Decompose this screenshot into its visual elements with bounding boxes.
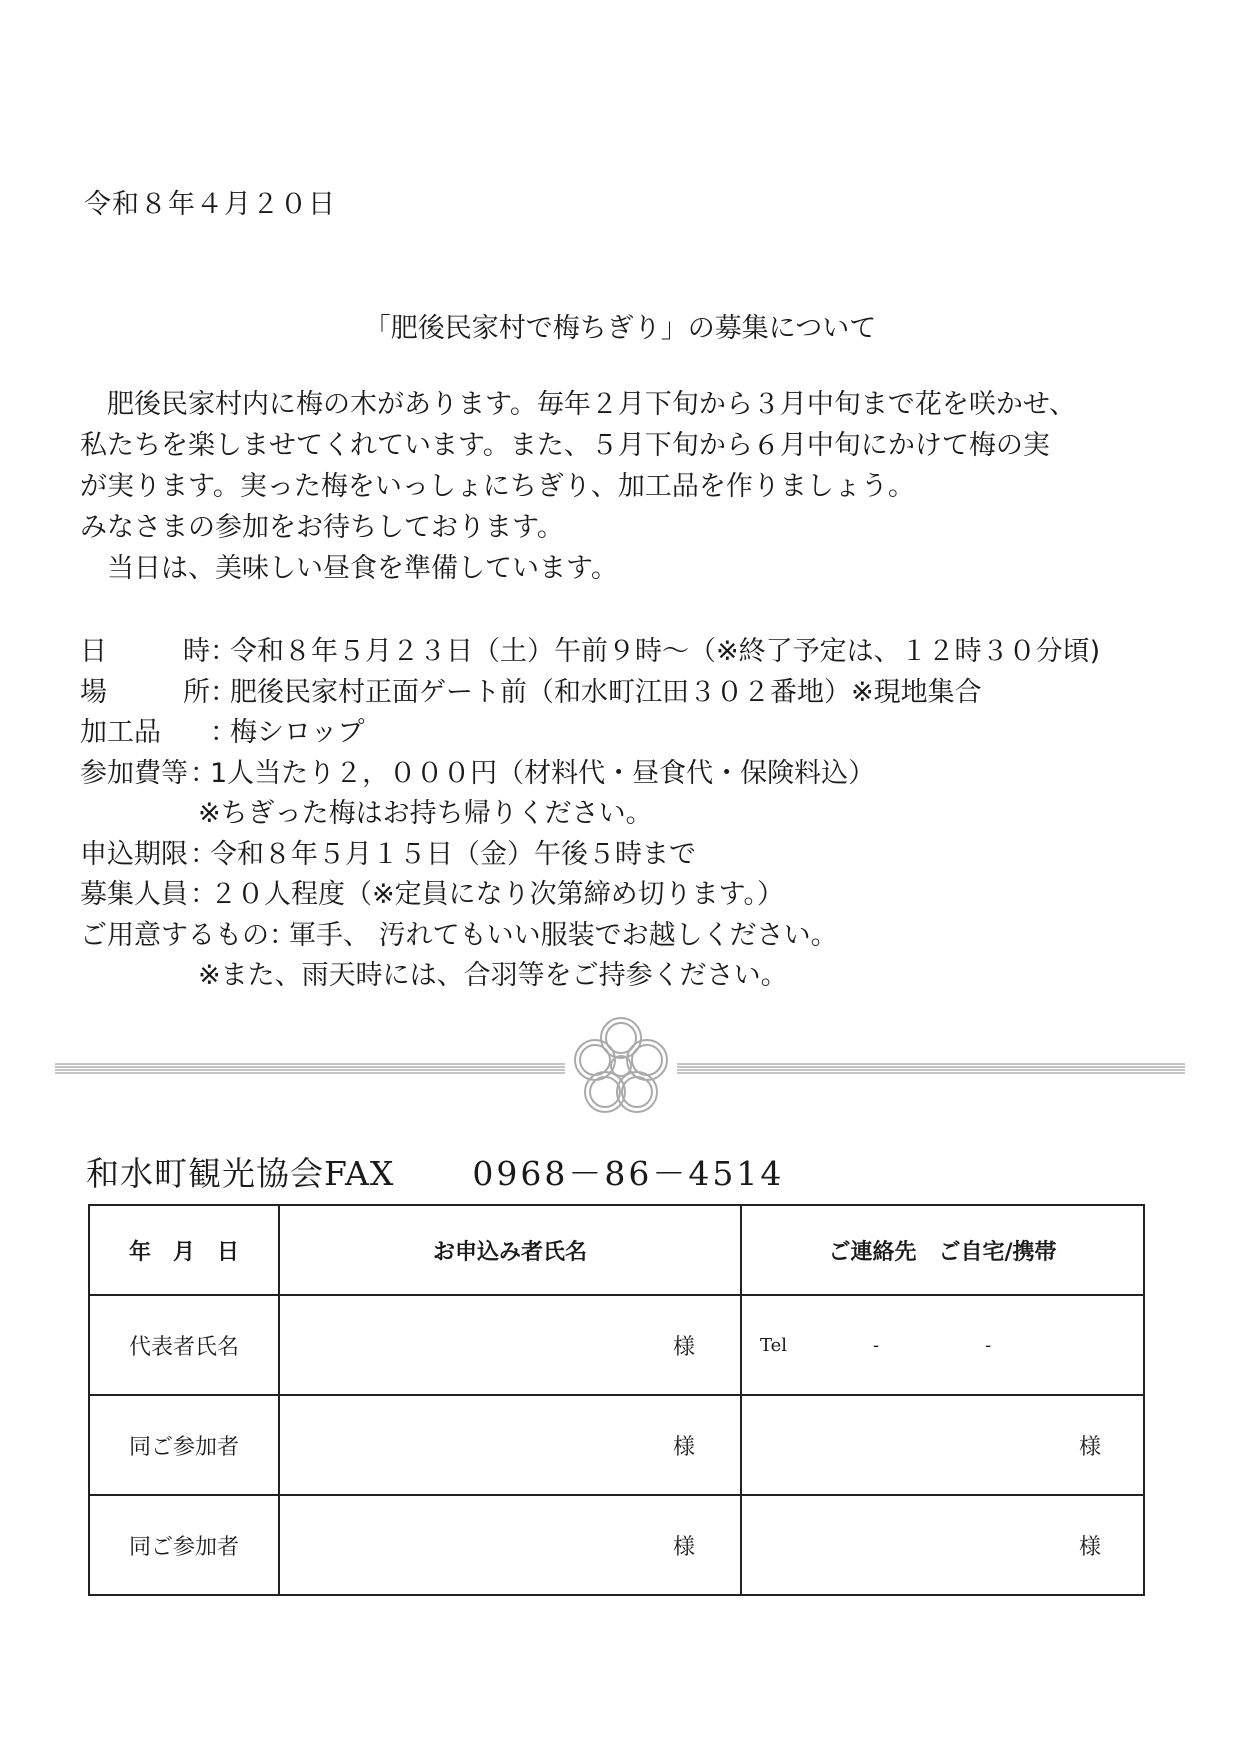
place-label: 場 所	[80, 676, 210, 708]
bring-note: ※また、雨天時には、合羽等をご持参ください。	[198, 960, 788, 991]
tel-label: Tel	[760, 1334, 788, 1356]
table-row	[89, 1395, 1144, 1495]
intro-line-4: みなさまの参加をお待ちしております。	[80, 512, 564, 543]
header-date: 年 月 日	[89, 1205, 279, 1295]
header-contact: ご連絡先 ご自宅/携帯	[741, 1205, 1144, 1295]
fax-line	[86, 1148, 784, 1195]
capacity-value: ２０人程度（※定員になり次第締め切ります。）	[210, 879, 784, 910]
product-value: 梅シロップ	[230, 717, 365, 748]
detail-capacity: 募集人員 ： ２０人程度（※定員になり次第締め切ります。）	[80, 875, 1100, 916]
document-date: 令和８年４月２０日	[84, 189, 336, 220]
fax-label: 和水町観光協会FAX	[86, 1154, 395, 1193]
table-row	[89, 1295, 1144, 1395]
contact-field[interactable]: 様	[741, 1495, 1144, 1595]
intro-line-2: 私たちを楽しませてくれています。また、５月下旬から６月中旬にかけて梅の実	[80, 430, 1050, 461]
fee-note: ※ちぎった梅はお持ち帰りください。	[198, 798, 653, 829]
intro-line-1: 肥後民家村内に梅の木があります。毎年２月下旬から３月中旬まで花を咲かせ、	[107, 389, 1077, 420]
intro-line-5: 当日は、美味しい昼食を準備しています。	[107, 553, 618, 584]
application-form	[88, 1204, 1145, 1596]
detail-place: 場 所 ： 肥後民家村正面ゲート前（和水町江田３０２番地）※現地集合	[80, 673, 1100, 714]
row-label: 代表者氏名	[89, 1295, 279, 1395]
detail-bring: ご用意するもの ： 軍手、 汚れてもいい服装でお越しください。	[80, 916, 1100, 957]
datetime-label: 日 時	[80, 636, 210, 667]
intro-line-3: が実ります。実った梅をいっしょにちぎり、加工品を作りましょう。	[80, 471, 915, 502]
name-field[interactable]: 様	[279, 1395, 741, 1495]
table-row	[89, 1495, 1144, 1595]
deadline-value: 令和８年５月１５日（金）午後５時まで	[210, 838, 696, 870]
row-label: 同ご参加者	[89, 1395, 279, 1495]
bring-value: 軍手、 汚れてもいい服装でお越しください。	[289, 919, 838, 951]
detail-product: 加工品 ： 梅シロップ	[80, 713, 1100, 754]
product-label: 加工品	[80, 717, 161, 748]
form-header-row	[89, 1205, 1144, 1295]
mizuhiki-knot-icon	[565, 1010, 677, 1122]
capacity-label: 募集人員	[80, 879, 188, 910]
document-title: 「肥後民家村で梅ちぎり」の募集について	[363, 313, 877, 344]
contact-field[interactable]: 様	[741, 1395, 1144, 1495]
detail-fee: 参加費等 ： 1人当たり２，０００円（材料代・昼食代・保険料込）	[80, 754, 1100, 795]
fax-number: 0968－86－4514	[472, 1154, 785, 1193]
fee-value: 1人当たり２，０００円（材料代・昼食代・保険料込）	[210, 757, 876, 789]
row-label: 同ご参加者	[89, 1495, 279, 1595]
name-field[interactable]: 様	[279, 1495, 741, 1595]
name-field[interactable]: 様	[279, 1295, 741, 1395]
detail-datetime: 日 時 ： 令和８年５月２３日（土）午前９時～（※終了予定は、１２時３０分頃)	[80, 632, 1100, 673]
fee-label: 参加費等	[80, 757, 188, 789]
place-value: 肥後民家村正面ゲート前（和水町江田３０２番地）※現地集合	[230, 676, 982, 708]
event-details	[80, 632, 1100, 997]
detail-deadline: 申込期限 ： 令和８年５月１５日（金）午後５時まで	[80, 835, 1100, 876]
header-name: お申込み者氏名	[279, 1205, 741, 1295]
deadline-label: 申込期限	[80, 838, 188, 870]
datetime-value: 令和８年５月２３日（土）午前９時～（※終了予定は、１２時３０分頃)	[230, 636, 1101, 667]
bring-label: ご用意するもの	[80, 919, 269, 951]
contact-field[interactable]: Tel - -	[741, 1295, 1144, 1395]
intro-text	[80, 384, 1180, 589]
